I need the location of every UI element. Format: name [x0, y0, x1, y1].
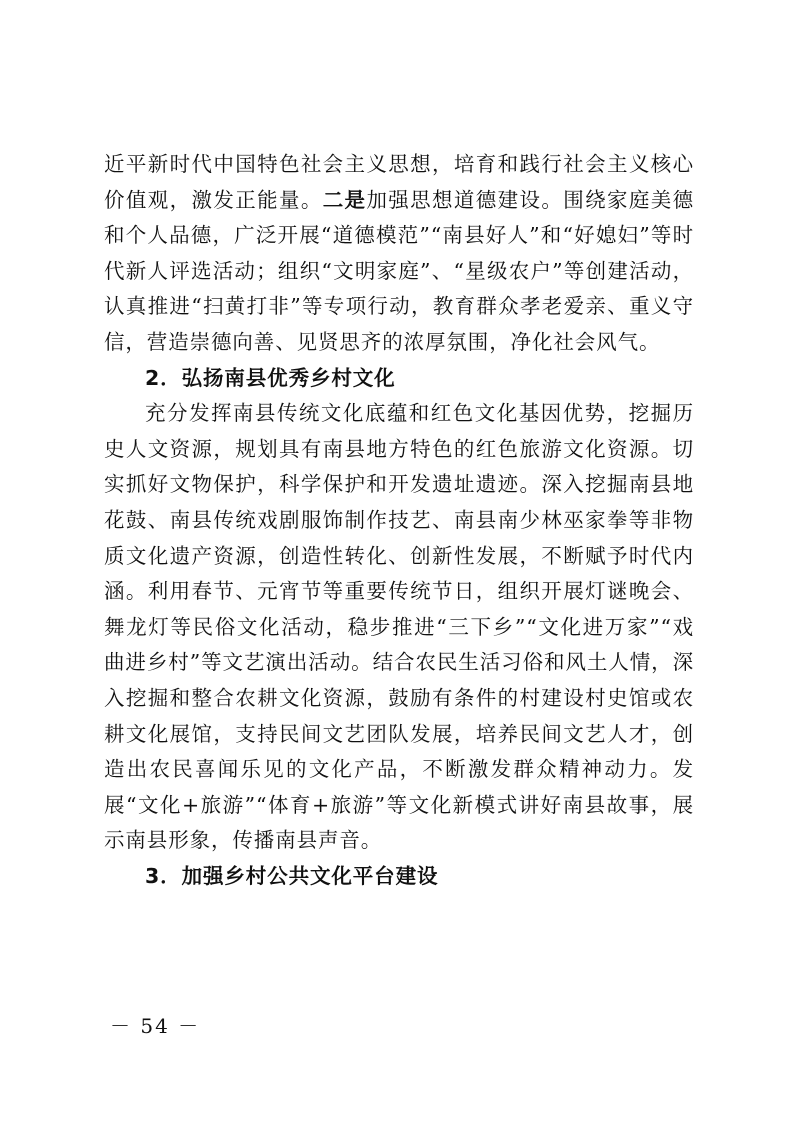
paragraph: 充分发挥南县传统文化底蕴和红色文化基因优势，挖掘历史人文资源，规划具有南县地方特色的红色旅游文化资源。切实抓好文物保护，科学保护和开发遗址遗迹。深入挖掘南县地花鼓、南县传统戏剧服饰制作技艺、南县南少林巫家拳等非物质文化遗产资源，创造性转化、创新性发展，不断赋予时代内涵。利用春节、元宵节等重要传统节日，组织开展灯谜晚会、舞龙灯等民俗文化活动，稳步推进“三下乡”“文化进万家”“戏曲进乡村”等文艺演出活动。结合农民生活习俗和风土人情，深入挖掘和整合农耕文化资源，鼓励有条件的村建设村史馆或农耕文化展馆，支持民间文艺团队发展，培养民间文艺人才，创造出农民喜闻乐见的文化产品，不断激发群众精神动力。发展“文化+旅游”“体育+旅游”等文化新模式讲好南县故事，展示南县形象，传播南县声音。: [104, 401, 694, 853]
bold-emphasis: 二是: [322, 187, 367, 212]
page-number-text: － 54 －: [110, 1014, 201, 1038]
paragraph-text: 近平新时代中国特色社会主义思想，培育和践行社会主义核心价值观，激发正能量。: [104, 152, 694, 212]
paragraph-text: 加强思想道德建设。围绕家庭美德和个人品德，广泛开展“道德模范”“南县好人”和“好媳妇”等时代新人评选活动；组织“文明家庭”、“星级农户”等创建活动，认真推进“扫黄打非”等专项行动，教育群众孝老爱亲、重义守信，营造崇德向善、见贤思齐的浓厚氛围，净化社会风气。: [104, 187, 694, 354]
section-heading: 3．加强乡村公共文化平台建设: [145, 863, 439, 888]
document-body: [104, 147, 694, 894]
paragraph-continued: [104, 147, 694, 361]
section-heading: 2．弘扬南县优秀乡村文化: [145, 365, 396, 390]
